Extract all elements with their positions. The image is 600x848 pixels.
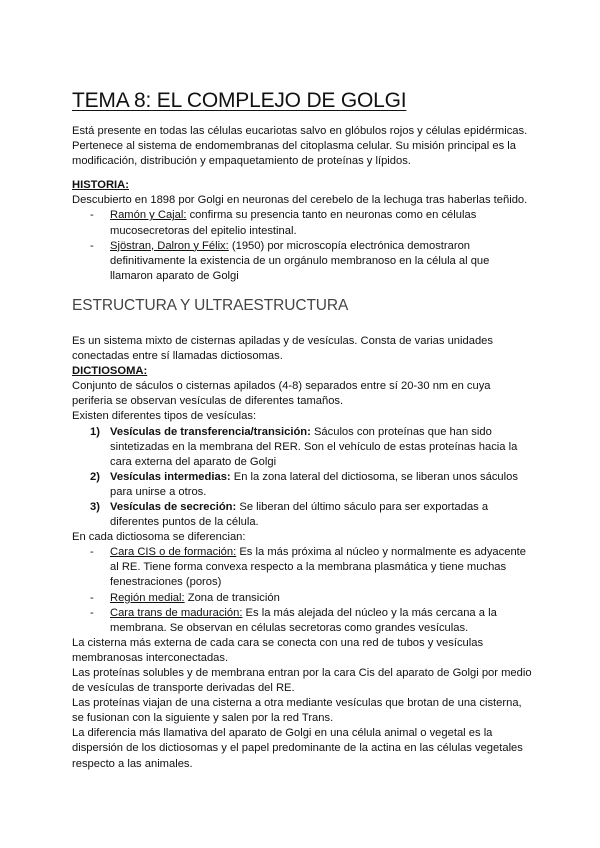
vesicula-text: En la zona lateral del dictiosoma, se liberan unos sáculos para unirse a otros. [110,470,518,498]
document-page [72,88,532,772]
dictiosoma-paragraph: Conjunto de sáculos o cisternas apilados (4-8) separados entre sí 20-30 nm en cuya periferia se observan vesículas de diferentes tamaños. [72,380,491,408]
vesicula-name: Vesículas de transferencia/transición: [110,425,311,438]
list-number: 3) [90,500,100,513]
closing-paragraph: Las proteínas viajan de una cisterna a otra mediante vesículas que brotan de una cisterna, se fusionan con la siguiente y salen por la red Trans. [72,697,522,725]
vesicula-text: Se liberan del último sáculo para ser exportadas a diferentes puntos de la célula. [110,500,489,529]
historia-paragraph: Descubierto en 1898 por Golgi en neuronas del cerebelo de la lechuga tras haberlas teñido. [72,194,528,207]
historia-item-name: Ramón y Cajal: [110,209,187,222]
vesiculas-list [72,425,532,531]
caras-list [72,545,532,636]
cara-name: Cara CIS o de formación: [110,546,237,559]
list-number: 2) [90,470,100,483]
closing-paragraph: La diferencia más llamativa del aparato de Golgi en una célula animal o vegetal es la dispersión de los dictiosomas y el papel predominante de la actina en las células vegetales respecto a las animales. [72,727,523,770]
list-item [90,425,532,470]
dash-bullet: - [90,606,94,619]
historia-heading: HISTORIA: [72,179,129,192]
vesicula-text: Sáculos con proteínas que han sido sintetizadas en la membrana del RER. Son el vehículo de estas proteínas hacia la cara externa del aparato de Golgi [110,425,518,468]
cara-text: Es la más próxima al núcleo y normalmente es adyacente al RE. Tiene forma convexa respecto a la membrana plasmática y tiene muchas fenestraciones (poros) [110,546,527,589]
closing-paragraph: La cisterna más externa de cada cara se conecta con una red de tubos y vesículas membranosas interconectadas. [72,636,484,664]
list-number: 1) [90,425,100,438]
list-item [90,208,532,238]
page-title: TEMA 8: EL COMPLEJO DE GOLGI [72,89,407,112]
historia-item-text: (1950) por microscopía electrónica demostraron definitivamente la existencia de un orgánulo membranoso en la célula al que llamaron aparato de Golgi [110,239,490,282]
cara-text: Es la más alejada del núcleo y la más cercana a la membrana. Se observan en células secretoras como grandes vesículas. [110,606,497,634]
dash-bullet: - [90,209,94,222]
closing-paragraph: Las proteínas solubles y de membrana entran por la cara Cis del aparato de Golgi por medio de vesículas de transporte derivadas del RE. [72,667,532,695]
historia-item-text: confirma su presencia tanto en neuronas como en células mucosecretoras del epitelio intestinal. [110,209,477,237]
dash-bullet: - [90,591,94,604]
list-item [90,545,532,590]
list-item [90,500,532,530]
historia-item-name: Sjöstran, Dalron y Félix: [110,239,229,252]
dash-bullet: - [90,239,94,252]
dash-bullet: - [90,546,94,559]
vesicula-name: Vesículas de secreción: [110,500,237,513]
vesicula-name: Vesículas intermedias: [110,470,231,483]
list-item [90,606,532,636]
vesiculas-intro: Existen diferentes tipos de vesículas: [72,410,257,423]
cara-name: Cara trans de maduración: [110,606,243,619]
list-item [90,470,532,500]
dictiosoma-heading: DICTIOSOMA: [72,365,148,378]
list-item [90,591,532,606]
historia-list [72,208,532,283]
estructura-heading: ESTRUCTURA Y ULTRAESTRUCTURA [72,296,349,314]
intro-paragraph: Está presente en todas las células eucariotas salvo en glóbulos rojos y células epidérmicas. Pertenece al sistema de endomembranas del citoplasma celular. Su misión principal es la modificación, distribución y empaquetamiento de proteínas y lípidos. [72,125,528,168]
cara-text: Zona de transición [184,591,280,604]
estructura-paragraph: Es un sistema mixto de cisternas apiladas y de vesículas. Consta de varias unidades conectadas entre sí llamadas dictiosomas. [72,334,493,363]
cara-name: Región medial: [110,591,185,604]
list-item [90,239,532,284]
caras-intro: En cada dictiosoma se diferencian: [72,531,246,544]
